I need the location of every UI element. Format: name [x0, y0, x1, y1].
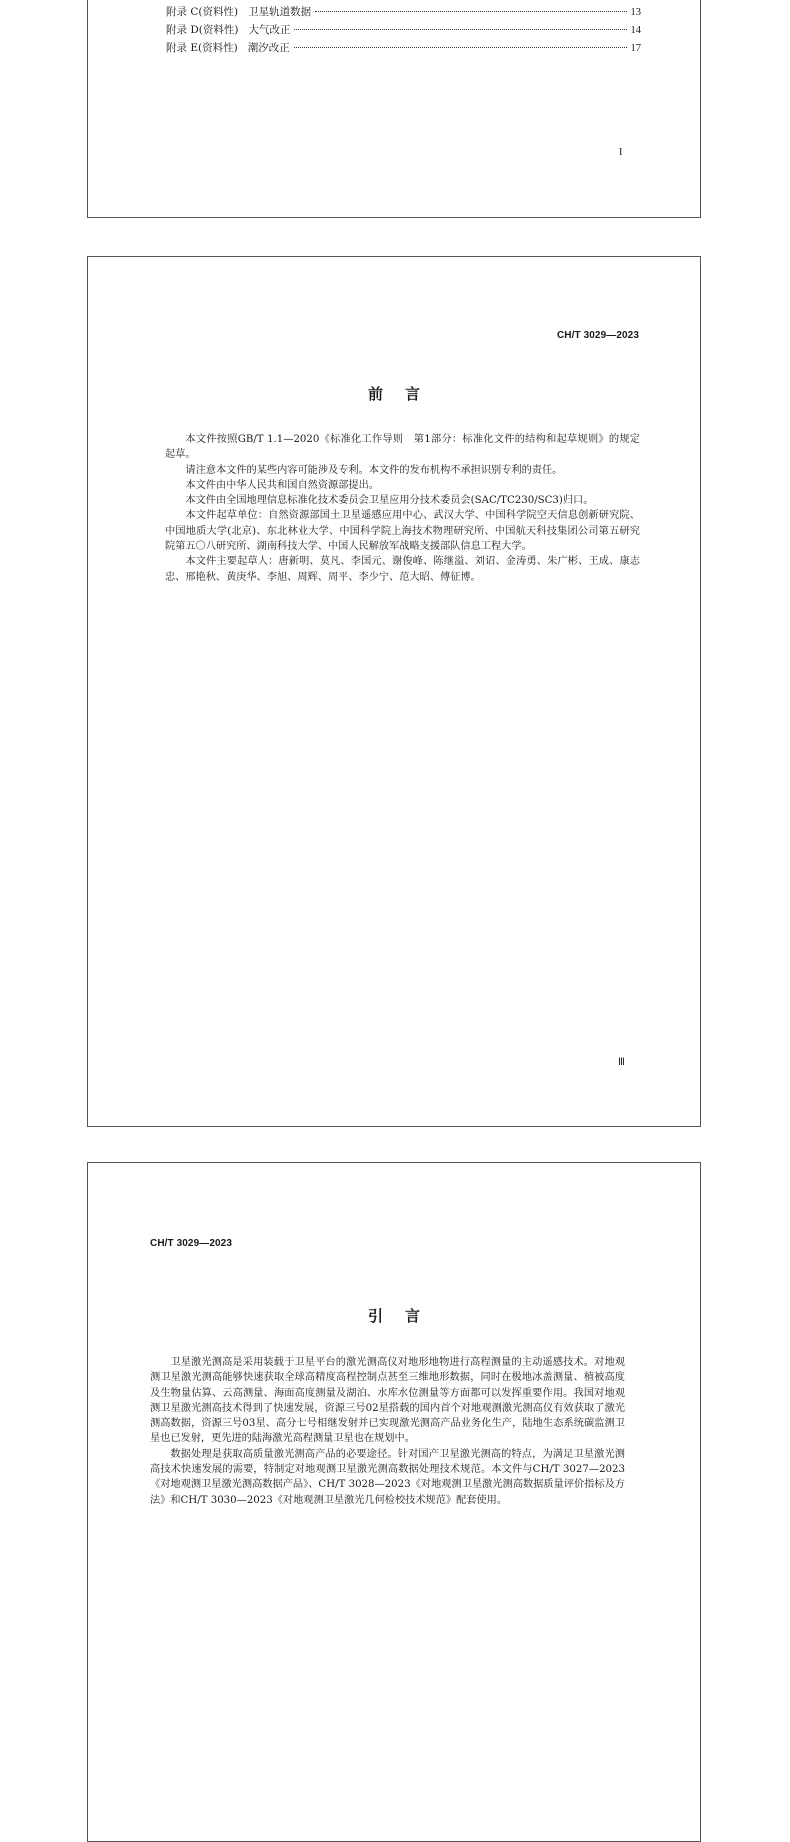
toc-entry[interactable] — [166, 42, 641, 55]
paragraph: 本文件按照GB/T 1.1—2020《标准化工作导则 第1部分：标准化文件的结构和起草规则》的规定起草。 — [165, 434, 640, 461]
toc-title: 潮汐改正 — [247, 42, 290, 54]
standard-code: CH/T 3029—2023 — [556, 330, 639, 341]
page-title: 前言 — [367, 385, 442, 403]
introduction-page — [87, 1162, 701, 1842]
toc-title: 卫星轨道数据 — [248, 6, 312, 18]
toc-appendix — [166, 0, 238, 1]
foreword-body — [165, 432, 640, 585]
introduction-body — [150, 1355, 625, 1508]
page-number: Ⅲ — [618, 1057, 625, 1068]
toc-page-number — [631, 0, 642, 1]
toc-page — [87, 0, 701, 218]
toc-appendix: 附录 D(资料性) — [166, 24, 239, 36]
toc-page-number: 13 — [630, 7, 641, 18]
toc-appendix: 附录 C(资料性) — [166, 6, 239, 18]
toc-appendix: 附录 E(资料性) — [166, 42, 238, 54]
paragraph: 本文件起草单位：自然资源部国土卫星遥感应用中心、武汉大学、中国科学院空天信息创新研究院、中国地质大学(北京)、东北林业大学、中国科学院上海技术物理研究所、中国航天科技集团公司第五研究院第五〇八研究所、湖南科技大学、中国人民解放军战略支援部队信息工程大学。 — [165, 510, 640, 553]
paragraph: 请注意本文件的某些内容可能涉及专利。本文件的发布机构不承担识别专利的责任。 — [185, 464, 563, 476]
paragraph: 本文件主要起草人：唐新明、莫凡、李国元、谢俊峰、陈继溢、刘诏、金涛勇、朱广彬、王成、康志忠、邢艳秋、黄庚华、李旭、周辉、周平、李少宁、范大昭、傅征博。 — [165, 556, 640, 583]
paragraph: 数据处理是获取高质量激光测高产品的必要途径。针对国产卫星激光测高的特点，为满足卫星激光测高技术快速发展的需要，特制定对地观测卫星激光测高数据处理技术规范。本文件与CH/T 3027—2023《对地观测卫星激光测高数据产品》、CH/T 3028—2023《对地观测卫星激光测高数据质量评价指标及方法》和CH/T 3030—2023《对地观测卫星激光几何检校技术规范》配套使用。 — [150, 1448, 625, 1506]
paragraph: 本文件由中华人民共和国自然资源部提出。 — [185, 479, 379, 491]
standard-code: CH/T 3029—2023 — [150, 1238, 233, 1249]
toc-leader — [294, 29, 626, 30]
page-title: 引言 — [367, 1307, 442, 1325]
toc-entry[interactable] — [166, 0, 641, 1]
toc-entry[interactable] — [166, 6, 641, 19]
toc-page-number: 14 — [630, 25, 641, 36]
toc-leader — [315, 11, 626, 12]
paragraph: 卫星激光测高是采用装载于卫星平台的激光测高仪对地形地物进行高程测量的主动遥感技术。对地观测卫星激光测高能够快速获取全球高精度高程控制点甚至三维地形数据，同时在极地冰盖测量、植被高度及生物量估算、云高测量、海面高度测量及湖泊、水库水位测量等方面都可以发挥重要作用。我国对地观测卫星激光测高技术得到了快速发展，资源三号02星搭载的国内首个对地观测激光测高仪有效获取了激光测高数据，资源三号03星、高分七号相继发射并已实现激光测高产品业务化生产，陆地生态系统碳监测卫星也已发射，更先进的陆海激光高程测量卫星也在规划中。 — [150, 1357, 625, 1445]
foreword-page — [87, 256, 701, 1127]
toc-page-number: 17 — [630, 43, 641, 54]
toc-leader — [294, 47, 627, 48]
toc-title: 大气改正 — [248, 24, 291, 36]
paragraph: 本文件由全国地理信息标准化技术委员会卫星应用分技术委员会(SAC/TC230/SC3)归口。 — [185, 495, 594, 507]
toc-entry[interactable] — [166, 24, 641, 37]
toc-title — [248, 0, 311, 1]
page-number: I — [619, 147, 623, 158]
